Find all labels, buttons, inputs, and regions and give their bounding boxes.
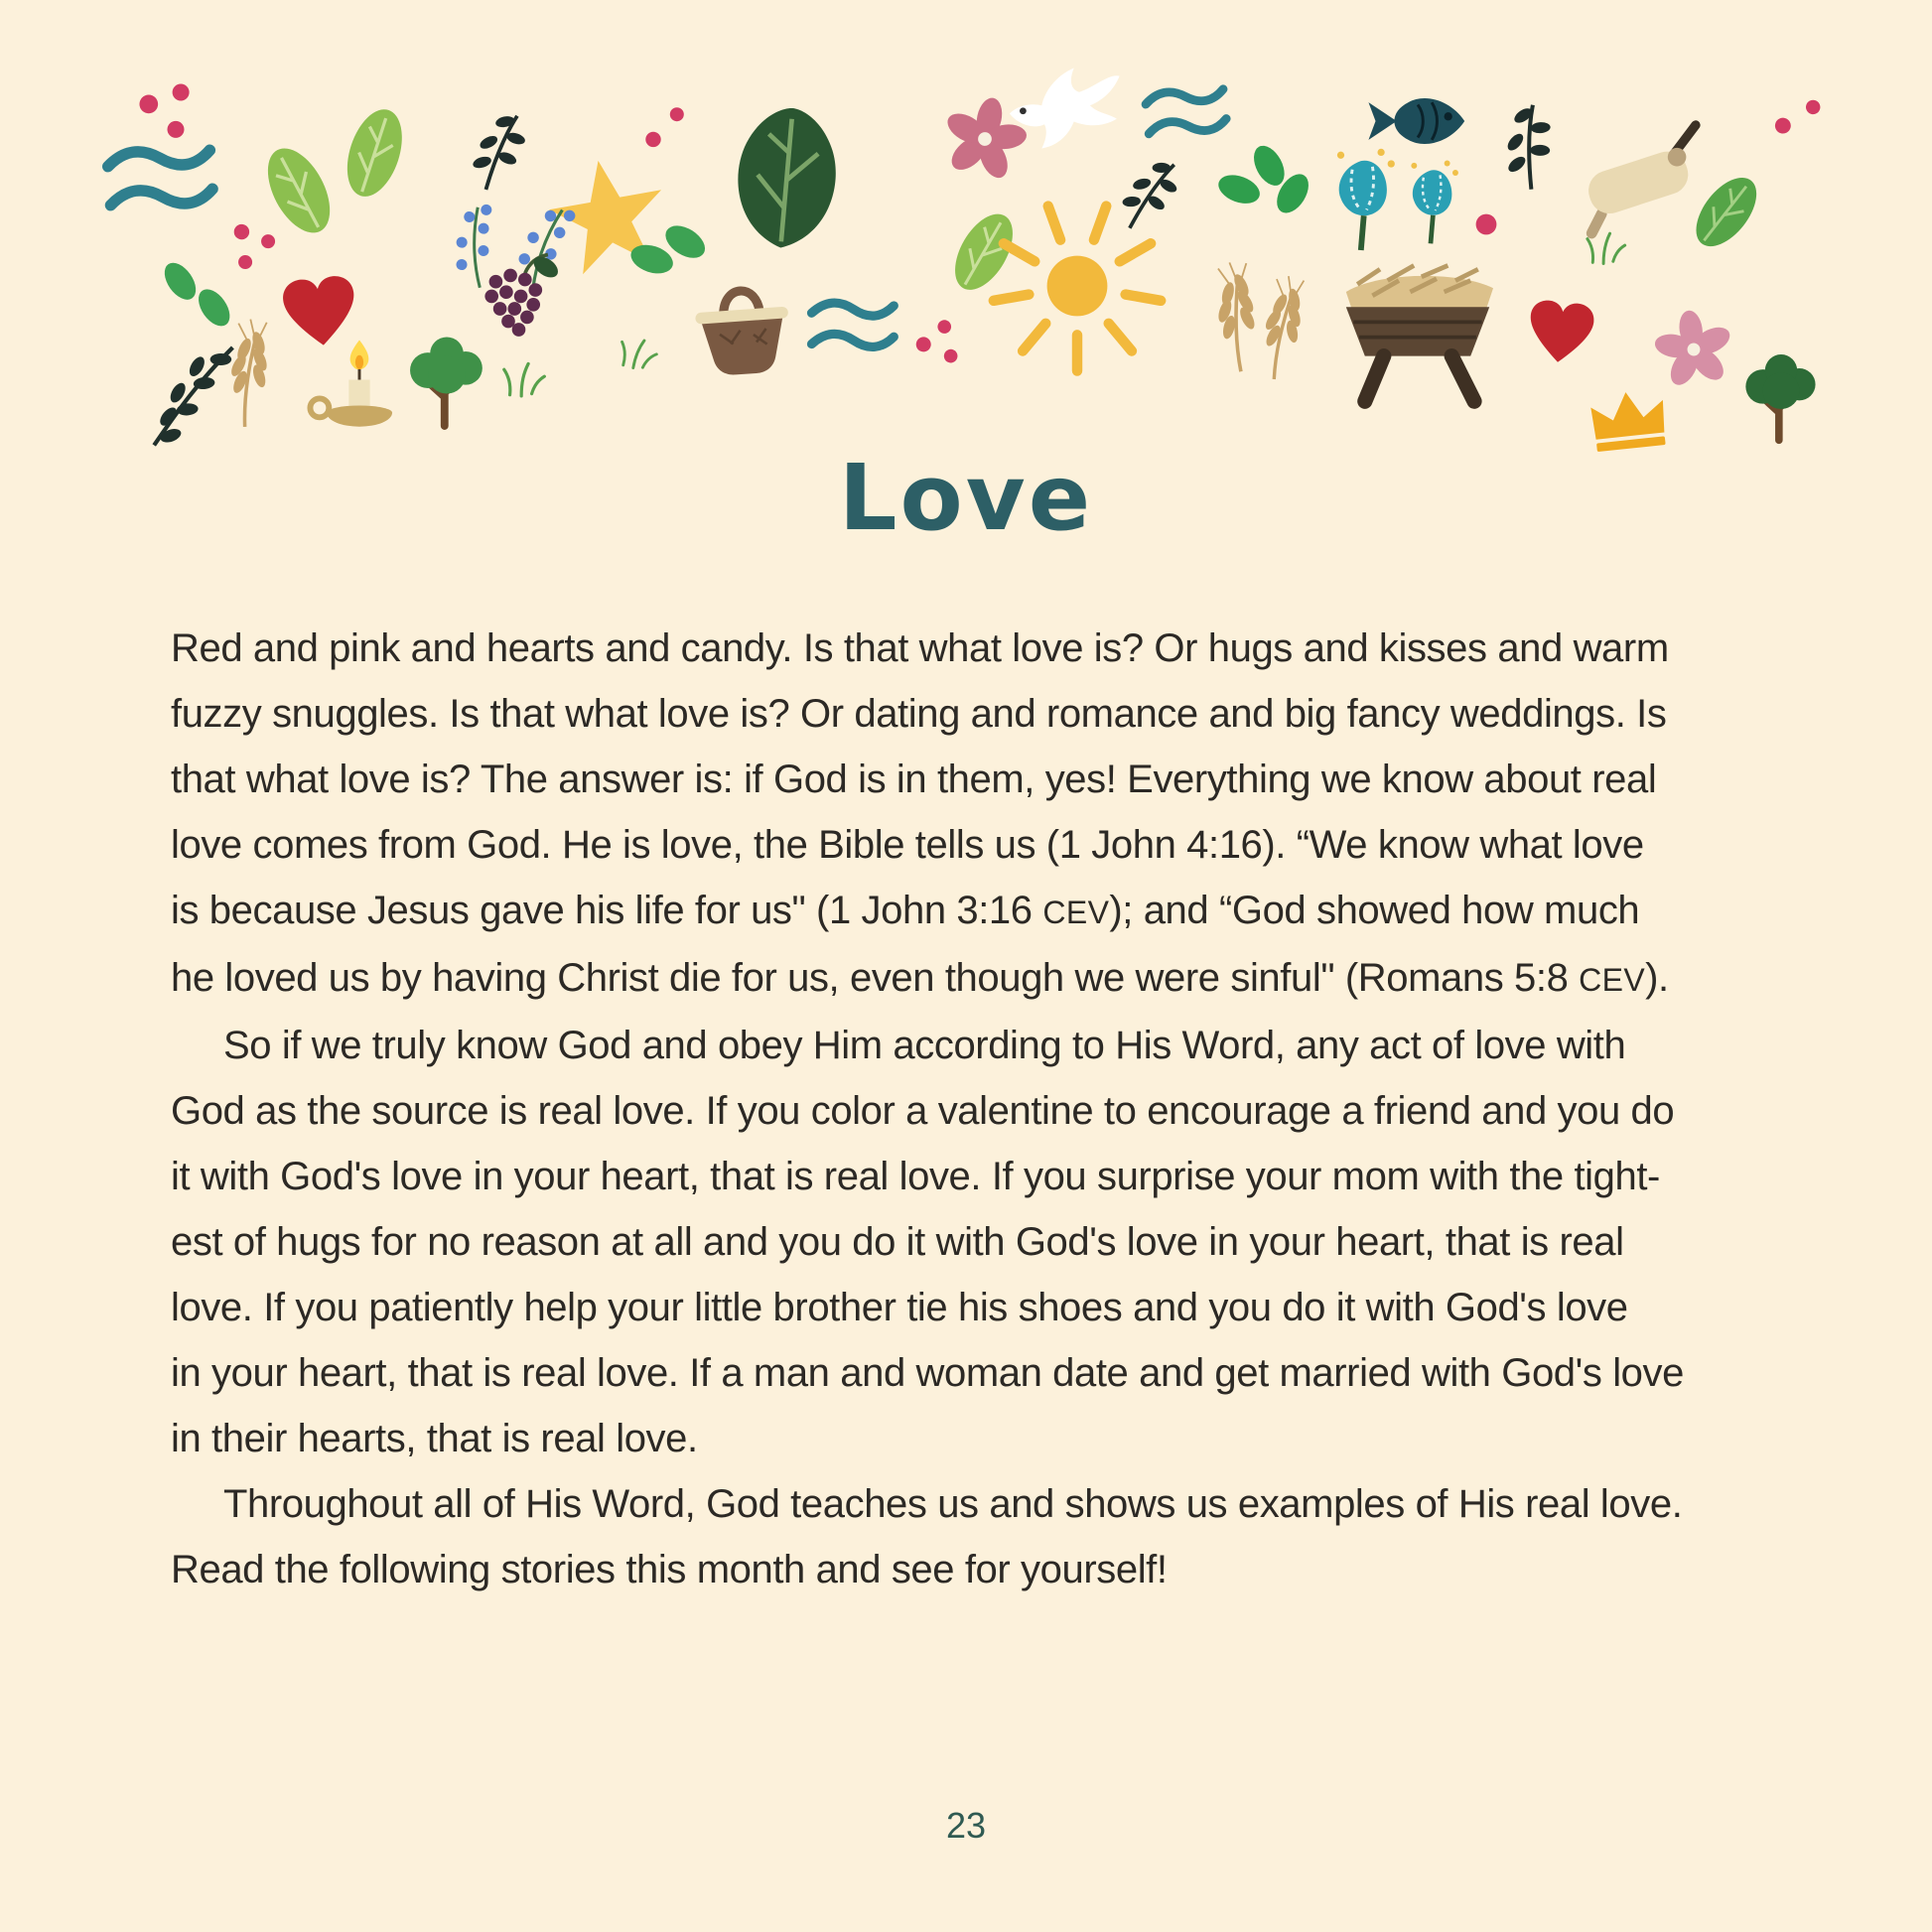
flower-icon	[1642, 298, 1745, 401]
text-line: love comes from God. He is love, the Bible tells us (1 John 4:16). “We know what love	[171, 823, 1644, 867]
text-line: it with God's love in your heart, that is real love. If you surprise your mom with the tight-	[171, 1155, 1660, 1198]
text-line: is because Jesus gave his life for us" (1 John 3:16 CEV); and “God showed how much	[171, 889, 1640, 932]
grass-icon	[606, 320, 665, 379]
leaf-icon	[1661, 144, 1795, 278]
pink-dots-icon	[897, 306, 984, 392]
body-text	[171, 616, 1761, 1602]
leaf-icon	[917, 183, 1053, 319]
black-sprig-icon	[445, 97, 551, 204]
basket-icon	[674, 259, 812, 397]
text-line: fuzzy snuggles. Is that what love is? Or dating and romance and big fancy weddings. Is	[171, 692, 1667, 736]
olive-branch-icon	[135, 336, 254, 455]
decorative-illustrations	[0, 0, 1932, 467]
wheat-icon	[1215, 266, 1343, 394]
text-line: that what love is? The answer is: if God is in them, yes! Everything we know about real	[171, 758, 1657, 801]
pink-dot-icon	[1473, 211, 1499, 237]
leaf-icon	[308, 83, 443, 218]
page-title: Love	[838, 445, 1094, 551]
heart-icon	[1519, 292, 1602, 375]
text-line: God as the source is real love. If you color a valentine to encourage a friend and you do	[171, 1089, 1675, 1133]
tulips-icon	[1326, 135, 1470, 279]
wheat-icon	[184, 314, 307, 437]
leaf-pair-icon	[613, 196, 722, 305]
leaf-trio-icon	[1211, 127, 1318, 234]
page-number: 23	[945, 1805, 987, 1846]
text-line: est of hugs for no reason at all and you do it with God's love in your heart, that is real	[171, 1220, 1624, 1264]
blue-sprig-icon	[483, 185, 605, 307]
fish-icon	[1359, 63, 1476, 180]
moon-icon	[1736, 209, 1858, 331]
waves-icon	[1138, 67, 1234, 163]
text-line: So if we truly know God and obey Him according to His Word, any act of love with	[223, 1024, 1626, 1067]
grapes-icon	[467, 246, 571, 350]
text-line: he loved us by having Christ die for us, even though we were sinful" (Romans 5:8 CEV).	[171, 956, 1669, 1000]
grass-icon	[491, 346, 549, 404]
leaf-icon	[224, 115, 372, 263]
waves-icon	[98, 120, 220, 242]
text-line: in your heart, that is real love. If a man and woman date and get married with God's love	[171, 1351, 1684, 1395]
star-icon	[536, 145, 680, 289]
text-line: Read the following stories this month and see for yourself!	[171, 1548, 1168, 1591]
text-line: Red and pink and hearts and candy. Is that what love is? Or hugs and kisses and warm	[171, 626, 1669, 670]
waves-icon	[806, 282, 897, 373]
candle-icon	[301, 331, 418, 448]
tree-icon	[391, 324, 502, 435]
scroll-icon	[1551, 81, 1744, 275]
wheat-icon	[1168, 254, 1299, 385]
small-leaves-icon	[152, 249, 246, 344]
text-line: in their hearts, that is real love.	[171, 1417, 698, 1460]
tree-icon	[1727, 342, 1835, 449]
text-line: Throughout all of His Word, God teaches us and shows us examples of His real love.	[223, 1482, 1683, 1526]
flower-icon	[927, 81, 1042, 197]
black-sprig-icon	[1091, 136, 1208, 253]
dove-icon	[991, 55, 1125, 189]
pink-dots-icon	[125, 75, 209, 160]
heart-icon	[273, 266, 365, 358]
pink-dots2-icon	[1755, 77, 1843, 165]
pink-dots2-icon	[632, 96, 702, 166]
sun-icon	[983, 192, 1172, 380]
pink-dots-icon	[198, 202, 296, 300]
manger-icon	[1323, 235, 1512, 424]
text-line: love. If you patiently help your little brother tie his shoes and you do it with God's love	[171, 1286, 1628, 1329]
cev-smallcaps: CEV	[1042, 895, 1110, 930]
big-leaf-icon	[703, 93, 870, 260]
cev-smallcaps: CEV	[1579, 962, 1646, 998]
blue-sprig-icon	[417, 189, 532, 304]
grass-icon	[1576, 217, 1629, 271]
black-sprig-icon	[1468, 86, 1588, 207]
